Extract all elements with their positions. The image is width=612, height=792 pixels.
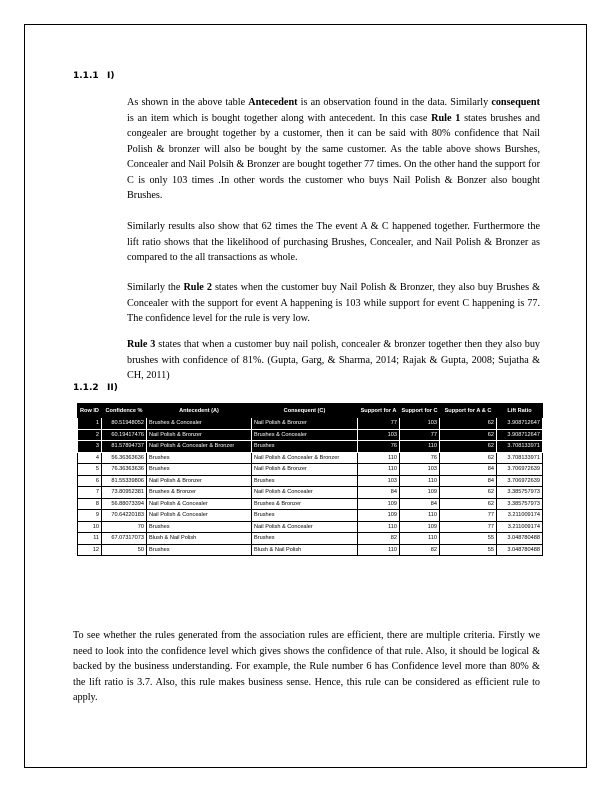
text-run: states when the customer buy Nail Polish & Bronzer, they also buy Brushes & Concealer with the support for event A happening is 103 while support for event C happening is 77. The confidence level for the rule is very low. [127, 282, 540, 324]
cell-support-ac: 77 [440, 521, 497, 533]
cell-support-ac: 55 [440, 533, 497, 545]
cell-antecedent: Brushes [147, 452, 252, 464]
cell-row-id: 4 [78, 452, 102, 464]
cell-support-c: 110 [400, 441, 440, 453]
cell-row-id: 12 [78, 544, 102, 556]
cell-lift-ratio: 3.048780488 [497, 544, 543, 556]
cell-confidence: 81.55339806 [102, 475, 147, 487]
column-header: Row ID [78, 404, 102, 418]
cell-support-c: 82 [400, 544, 440, 556]
cell-lift-ratio: 3.708133971 [497, 441, 543, 453]
cell-lift-ratio: 3.385757973 [497, 487, 543, 499]
cell-row-id: 11 [78, 533, 102, 545]
cell-confidence: 60.19417476 [102, 429, 147, 441]
section-label: II) [107, 383, 118, 393]
cell-confidence: 56.88073394 [102, 498, 147, 510]
cell-support-ac: 62 [440, 429, 497, 441]
section-heading-1-1-1 [73, 71, 114, 81]
cell-confidence: 70.64220183 [102, 510, 147, 522]
cell-row-id: 8 [78, 498, 102, 510]
cell-support-a: 103 [358, 429, 400, 441]
cell-confidence: 56.36363636 [102, 452, 147, 464]
cell-lift-ratio: 3.706972639 [497, 464, 543, 476]
table-body [78, 418, 543, 556]
cell-consequent: Brushes & Concealer [252, 429, 358, 441]
table-row [78, 418, 543, 430]
cell-confidence: 81.57894737 [102, 441, 147, 453]
cell-consequent: Nail Polish & Concealer [252, 521, 358, 533]
bold-term-consequent: consequent [491, 97, 540, 108]
cell-support-a: 77 [358, 418, 400, 430]
cell-support-a: 109 [358, 510, 400, 522]
cell-row-id: 5 [78, 464, 102, 476]
table-row [78, 441, 543, 453]
cell-support-ac: 84 [440, 464, 497, 476]
table-row [78, 452, 543, 464]
cell-row-id: 10 [78, 521, 102, 533]
cell-lift-ratio: 3.706972639 [497, 475, 543, 487]
cell-support-a: 110 [358, 544, 400, 556]
cell-support-a: 110 [358, 452, 400, 464]
cell-confidence: 70 [102, 521, 147, 533]
table-row [78, 533, 543, 545]
cell-consequent: Brushes [252, 441, 358, 453]
text-run: states that when a customer buy nail polish, concealer & bronzer together then they also buy brushes with confidence of 81%. (Gupta, Garg, & Sharma, 2014; Rajak & Gupta, 2008; Sujatha & CH, 2011) [127, 339, 541, 381]
cell-support-c: 109 [400, 487, 440, 499]
cell-support-ac: 77 [440, 510, 497, 522]
cell-consequent: Brushes [252, 510, 358, 522]
cell-confidence: 80.51948052 [102, 418, 147, 430]
cell-support-c: 103 [400, 464, 440, 476]
cell-row-id: 7 [78, 487, 102, 499]
cell-support-ac: 62 [440, 498, 497, 510]
text-run: As shown in the above table [127, 97, 249, 108]
cell-row-id: 1 [78, 418, 102, 430]
cell-support-ac: 84 [440, 475, 497, 487]
bold-term-rule-3: Rule 3 [127, 339, 156, 350]
bold-term-rule-1: Rule 1 [431, 112, 461, 124]
section-number: 1.1.1 [73, 71, 99, 81]
cell-row-id: 6 [78, 475, 102, 487]
section-label: I) [107, 71, 115, 81]
cell-lift-ratio: 3.211009174 [497, 510, 543, 522]
cell-support-c: 110 [400, 510, 440, 522]
cell-consequent: Brushes [252, 533, 358, 545]
cell-confidence: 50 [102, 544, 147, 556]
cell-support-c: 103 [400, 418, 440, 430]
cell-row-id: 2 [78, 429, 102, 441]
cell-antecedent: Nail Polish & Concealer [147, 498, 252, 510]
cell-consequent: Nail Polish & Bronzer [252, 464, 358, 476]
cell-antecedent: Blush & Nail Polish [147, 533, 252, 545]
cell-support-a: 84 [358, 487, 400, 499]
column-header: Support for A [358, 404, 400, 418]
cell-row-id: 9 [78, 510, 102, 522]
cell-consequent: Nail Polish & Concealer & Bronzer [252, 452, 358, 464]
cell-support-ac: 62 [440, 452, 497, 464]
column-header: Support for C [400, 404, 440, 418]
cell-antecedent: Brushes [147, 544, 252, 556]
cell-lift-ratio: 3.908712647 [497, 429, 543, 441]
cell-support-a: 103 [358, 475, 400, 487]
cell-support-c: 77 [400, 429, 440, 441]
paragraph-rule-2 [127, 280, 540, 327]
column-header: Lift Ratio [497, 404, 543, 418]
cell-support-ac: 62 [440, 487, 497, 499]
bold-term-rule-2: Rule 2 [183, 282, 212, 293]
cell-antecedent: Nail Polish & Concealer [147, 510, 252, 522]
cell-antecedent: Brushes & Concealer [147, 418, 252, 430]
cell-consequent: Nail Polish & Bronzer [252, 418, 358, 430]
cell-lift-ratio: 3.211009174 [497, 521, 543, 533]
cell-support-a: 110 [358, 521, 400, 533]
cell-support-ac: 62 [440, 441, 497, 453]
text-run: is an observation found in the data. Similarly [297, 97, 492, 108]
cell-support-c: 110 [400, 533, 440, 545]
cell-antecedent: Brushes [147, 521, 252, 533]
association-rules-table [77, 403, 543, 556]
cell-consequent: Brushes & Bronzer [252, 498, 358, 510]
table-header-row [78, 404, 543, 418]
cell-support-c: 110 [400, 475, 440, 487]
cell-support-c: 76 [400, 452, 440, 464]
column-header: Consequent (C) [252, 404, 358, 418]
table-row [78, 521, 543, 533]
table-row [78, 475, 543, 487]
cell-consequent: Nail Polish & Concealer [252, 487, 358, 499]
table-row [78, 429, 543, 441]
cell-row-id: 3 [78, 441, 102, 453]
cell-support-a: 76 [358, 441, 400, 453]
cell-support-c: 109 [400, 521, 440, 533]
cell-confidence: 73.80952381 [102, 487, 147, 499]
cell-antecedent: Nail Polish & Bronzer [147, 429, 252, 441]
cell-support-a: 82 [358, 533, 400, 545]
cell-lift-ratio: 3.908712647 [497, 418, 543, 430]
cell-support-c: 84 [400, 498, 440, 510]
cell-antecedent: Brushes [147, 464, 252, 476]
table-row [78, 510, 543, 522]
cell-support-ac: 62 [440, 418, 497, 430]
cell-antecedent: Brushes & Bronzer [147, 487, 252, 499]
cell-antecedent: Nail Polish & Concealer & Bronzer [147, 441, 252, 453]
column-header: Confidence % [102, 404, 147, 418]
table-row [78, 487, 543, 499]
paragraph-similarly-results: Similarly results also show that 62 times the The event A & C happened together. Furthermore the lift ratio shows that the likelihood of purchasing Brushes, Concealer, and Nail Polish & Bronzer as compared to the all transactions as whole. [127, 221, 540, 263]
section-number: 1.1.2 [73, 383, 99, 393]
cell-consequent: Brushes [252, 475, 358, 487]
text-run: states brushes and congealer are brought together by a customer, then it can be said with 80% confidence that Nail Polish & bronzer will also be bought by the same customer. As the table above shows Burshes, Concealer and Nail Polsih & Bronzer are bought together 77 times. On the other hand the support for C is only 103 times .In other words the customer who buys Nail Polish & Bonzer also bought Brushes. [127, 112, 541, 201]
cell-confidence: 67.07317073 [102, 533, 147, 545]
cell-lift-ratio: 3.048780488 [497, 533, 543, 545]
cell-support-a: 109 [358, 498, 400, 510]
bold-term-antecedent: Antecedent [248, 97, 298, 108]
paragraph-efficiency-criteria: To see whether the rules generated from the association rules are efficient, there are multiple criteria. Firstly we need to look into the confidence level which gives shows the confidence of that rule. Also, it should be logical & backed by the business understanding. For example, the Rule number 6 has Confidence level more than 80% & the lift ratio is 3.7. Also, this rule makes business sense. Hence, this rule can be considered as efficient rule to apply. [73, 630, 540, 703]
cell-antecedent: Nail Polish & Bronzer [147, 475, 252, 487]
text-run: is an item which is bought together along with antecedent. In this case [127, 112, 432, 124]
cell-lift-ratio: 3.708133971 [497, 452, 543, 464]
text-run: Similarly the [127, 282, 184, 293]
table-row [78, 498, 543, 510]
cell-consequent: Blush & Nail Polish [252, 544, 358, 556]
column-header: Support for A & C [440, 404, 497, 418]
paragraph-antecedent-explanation [127, 95, 540, 204]
cell-confidence: 76.36363636 [102, 464, 147, 476]
cell-support-a: 110 [358, 464, 400, 476]
table-row [78, 464, 543, 476]
paragraph-rule-3 [127, 337, 540, 384]
column-header: Antecedent (A) [147, 404, 252, 418]
cell-lift-ratio: 3.385757973 [497, 498, 543, 510]
table-row [78, 544, 543, 556]
section-heading-1-1-2 [73, 383, 118, 393]
cell-support-ac: 55 [440, 544, 497, 556]
